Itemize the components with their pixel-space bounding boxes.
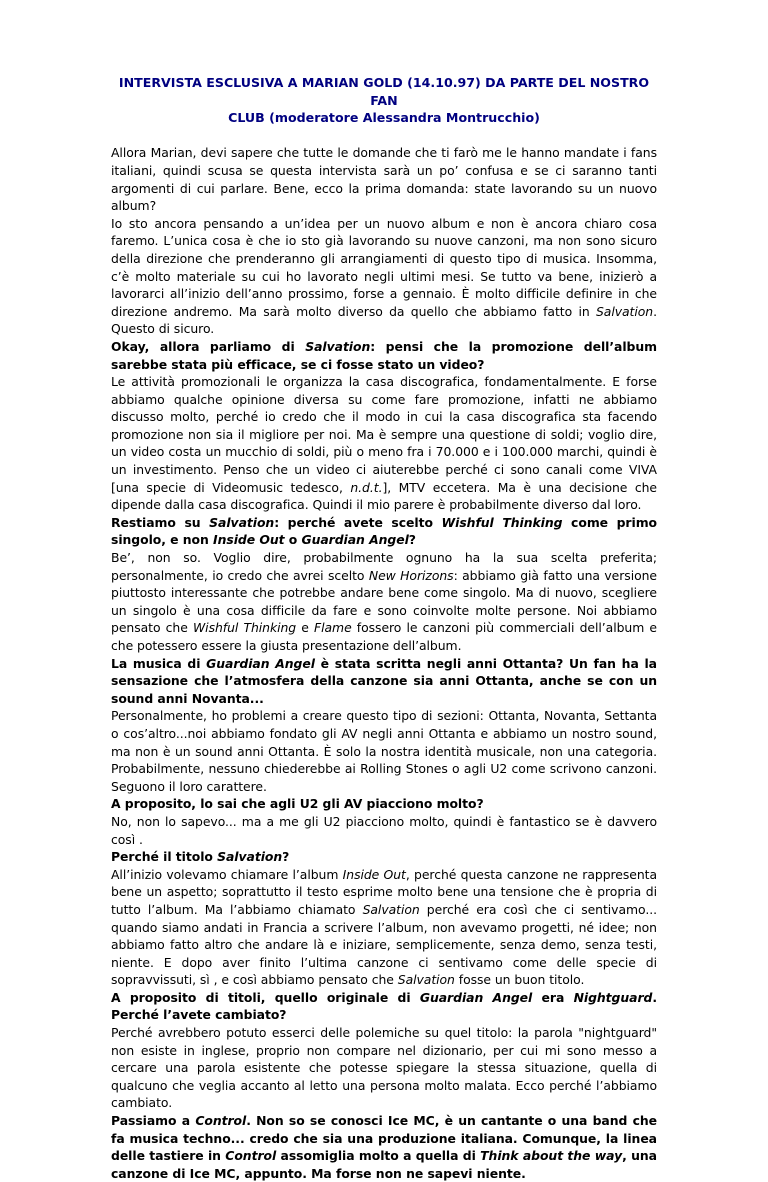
answer-paragraph xyxy=(111,144,657,214)
question-paragraph xyxy=(111,514,657,549)
paragraph-text: . Perché l’avete cambiato? xyxy=(111,989,657,1023)
paragraph-text: era xyxy=(532,989,574,1005)
paragraph-text: . Non so se conosci Ice MC, è un cantante o una band che fa musica techno... credo che sia una produzione italiana. Comunque, la linea delle tastiere in xyxy=(111,1113,657,1164)
italic-title-text: Think about the way xyxy=(480,1148,623,1164)
italic-title-text: Control xyxy=(225,1148,277,1164)
italic-title-text: Flame xyxy=(314,620,352,636)
italic-title-text: Nightguard xyxy=(573,989,653,1005)
question-paragraph xyxy=(111,848,657,866)
answer-paragraph xyxy=(111,1024,657,1112)
paragraph-text: La musica di xyxy=(111,655,207,671)
italic-title-text: Salvation xyxy=(217,849,283,865)
italic-title-text: Guardian Angel xyxy=(301,532,409,548)
paragraph-text: ? xyxy=(282,849,290,865)
italic-title-text: Salvation xyxy=(397,972,455,988)
italic-title-text: Guardian Angel xyxy=(419,989,533,1005)
paragraph-text: . Questo di sicuro. xyxy=(111,303,657,337)
italic-title-text: Inside Out xyxy=(342,866,406,882)
italic-title-text: Wishful Thinking xyxy=(441,514,563,530)
document-title xyxy=(111,74,657,127)
paragraph-text: , una canzone di Ice MC, appunto. Ma forse non ne sapevi niente. xyxy=(111,1148,657,1181)
paragraph-text: Allora Marian, devi sapere che tutte le domande che ti farò me le hanno mandate i fans italiani, quindi scusa se questa intervista sarà un po’ confusa e se ci saranno tanti argomenti di cui parlare. Bene, ecco la prima domanda: state lavorando su un nuovo album? xyxy=(111,145,657,214)
paragraph-text: Le attività promozionali le organizza la casa discografica, fondamentalmente. E forse abbiamo qualche opinione diversa su come fare promozione, infatti ne abbiamo discusso molto, perché io credo che il modo in cui la casa discografica sta facendo promozione non sia il migliore per noi. Ma è sempre una questione di soldi; voglio dire, un video costa un mucchio di soldi, più o meno fra i 70.000 e i 100.000 marchi, quindi è un investimento. Penso che un video ci aiuterebbe perché ci sono canali come VIVA [una specie di Videomusic tedesco, xyxy=(111,374,657,495)
paragraph-text: A proposito, lo sai che agli U2 gli AV piacciono molto? xyxy=(111,796,484,812)
paragraph-text: fossero le canzoni più commerciali dell’album e che potessero essere la giusta presentazione dell’album. xyxy=(111,620,657,653)
italic-title-text: Inside Out xyxy=(213,532,285,548)
paragraph-text: Perché avrebbero potuto esserci delle polemiche su quel titolo: la parola "nightguard" non esiste in inglese, proprio non compare nel dizionario, per cui mi sono messo a cercare una parola esistente che potesse spiegare la stessa situazione, quella di qualcuno che veglia accanto al letto una persona molto malata. Ecco perché l’abbiamo cambiato. xyxy=(111,1025,657,1111)
paragraph-text: : perché avete scelto xyxy=(274,514,442,530)
title-line-2: CLUB (moderatore Alessandra Montrucchio) xyxy=(228,110,540,126)
paragraph-text: , perché questa canzone ne rappresenta bene un aspetto; soprattutto il testo esprime molto bene una tensione che è propria di tutto l’album. Ma l’abbiamo chiamato xyxy=(111,866,657,917)
paragraph-text: Perché il titolo xyxy=(111,849,218,865)
italic-title-text: New Horizons xyxy=(368,567,454,583)
paragraph-text: No, non lo sapevo... ma a me gli U2 piacciono molto, quindi è fantastico se è davvero così . xyxy=(111,813,657,847)
italic-title-text: Salvation xyxy=(362,901,420,917)
paragraph-text: Restiamo su xyxy=(111,514,210,530)
title-line-1: INTERVISTA ESCLUSIVA A MARIAN GOLD (14.10.97) DA PARTE DEL NOSTRO FAN xyxy=(118,75,650,108)
paragraph-text: perché era così che ci sentivamo... quando siamo andati in Francia a scrivere l’album, non avevamo progetti, né idee; non abbiamo fatto altro che andare là e iniziare, semplicemente, senza demo, senza testi, niente. E dopo aver finito l’ultima canzone ci sentivamo come delle specie di sopravvissuti, sì , e così abbiamo pensato che xyxy=(111,901,657,988)
paragraph-text: come primo singolo, e non xyxy=(111,514,658,548)
paragraph-text: Okay, allora parliamo di xyxy=(111,338,306,354)
answer-paragraph xyxy=(111,373,657,514)
answer-paragraph xyxy=(111,866,657,989)
question-paragraph xyxy=(111,655,657,708)
italic-title-text: Guardian Angel xyxy=(206,655,315,671)
paragraph-text: Be’, non so. Voglio dire, probabilmente ognuno ha la sua scelta preferita; personalmente, io credo che avrei scelto xyxy=(111,550,657,583)
paragraph-text: ], MTV eccetera. Ma è una decisione che dipende dalla casa discografica. Quindi il mio parere è probabilmente diverso dal loro. xyxy=(111,479,658,513)
question-paragraph xyxy=(111,1112,657,1182)
paragraph-text: Personalmente, ho problemi a creare questo tipo di sezioni: Ottanta, Novanta, Settanta o cos’altro...noi abbiamo fondato gli AV negli anni Ottanta e abbiamo un nostro sound, ma non è un sound anni Ottanta. È solo la nostra identità musicale, non una categoria. Probabilmente, nessuno chiederebbe ai Rolling Stones o agli U2 come scrivono canzoni. Seguono il loro carattere. xyxy=(111,708,657,794)
italic-title-text: Salvation xyxy=(209,514,275,530)
italic-title-text: Wishful Thinking xyxy=(192,620,297,636)
italic-title-text: Salvation xyxy=(595,303,654,319)
question-paragraph xyxy=(111,338,657,373)
paragraph-text: assomiglia molto a quella di xyxy=(276,1148,481,1164)
answer-paragraph xyxy=(111,215,657,338)
interview-body xyxy=(111,144,657,1182)
answer-paragraph xyxy=(111,813,657,848)
italic-title-text: Control xyxy=(195,1113,247,1129)
italic-title-text: n.d.t. xyxy=(350,479,383,495)
paragraph-text: fosse un buon titolo. xyxy=(454,972,585,988)
paragraph-text: ? xyxy=(408,532,416,548)
question-paragraph xyxy=(111,795,657,813)
question-paragraph xyxy=(111,989,657,1024)
paragraph-text: Passiamo a xyxy=(111,1113,196,1129)
paragraph-text: Io sto ancora pensando a un’idea per un nuovo album e non è ancora chiaro cosa faremo. L’unica cosa è che io sto già lavorando su nuove canzoni, ma non sono sicuro della direzione che prenderanno gli arrangiamenti di questo tipo di musica. Insomma, c’è molto materiale su cui ho lavorato negli ultimi mesi. Se tutto va bene, inizierò a lavorarci all’inizio dell’anno prossimo, forse a gennaio. È molto difficile definire in che direzione andremo. Ma sarà molto diverso da quello che abbiamo fatto in xyxy=(111,215,657,319)
paragraph-text: e xyxy=(296,620,315,636)
paragraph-text: : pensi che la promozione dell’album sarebbe stata più efficace, se ci fosse stato un video? xyxy=(111,338,657,372)
paragraph-text: è stata scritta negli anni Ottanta? Un fan ha la sensazione che l’atmosfera della canzone sia anni Ottanta, anche se con un sound anni Novanta... xyxy=(111,655,657,706)
answer-paragraph xyxy=(111,549,657,655)
paragraph-text: o xyxy=(284,532,302,548)
italic-title-text: Salvation xyxy=(305,338,371,354)
paragraph-text: A proposito di titoli, quello originale di xyxy=(111,989,420,1005)
paragraph-text: : abbiamo già fatto una versione piuttosto interessante che potrebbe andare bene come singolo. Ma di nuovo, scegliere un singolo è una cosa difficile da fare e sono coinvolte molte persone. Noi abbiamo pensato che xyxy=(111,567,657,636)
answer-paragraph xyxy=(111,707,657,795)
paragraph-text: All’inizio volevamo chiamare l’album xyxy=(111,866,343,882)
